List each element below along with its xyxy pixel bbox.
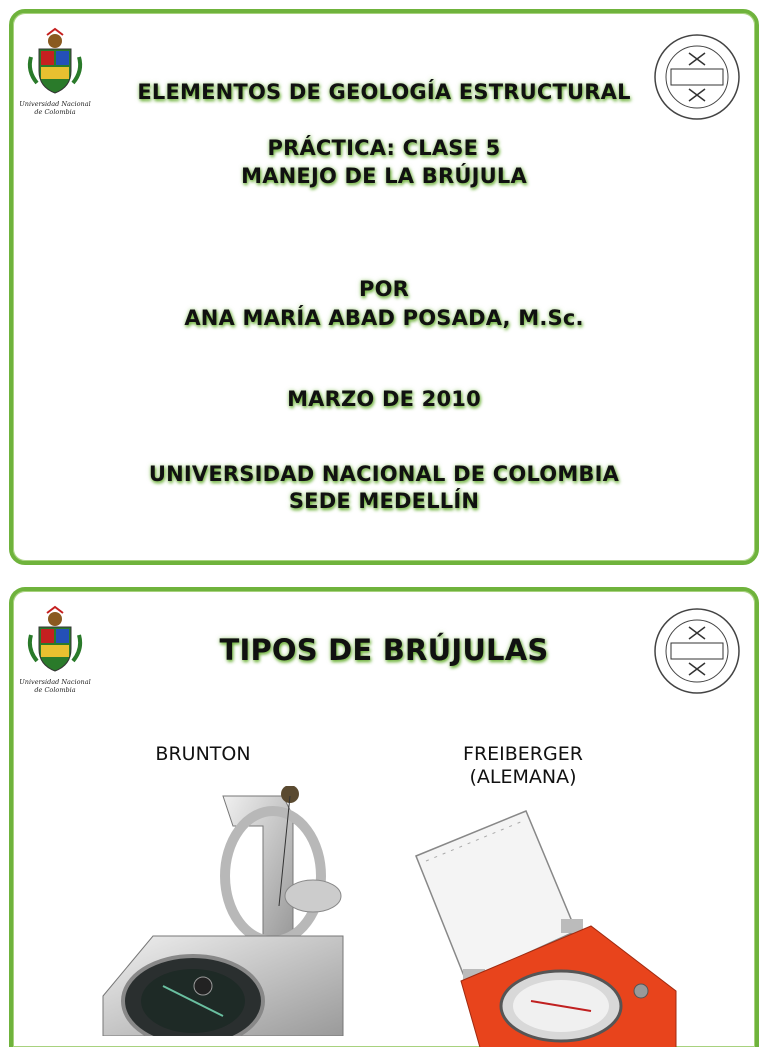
faculty-seal-icon (653, 33, 741, 121)
practice-label: PRÁCTICA: CLASE 5 (267, 136, 501, 160)
freiberger-label-line2: (ALEMANA) (469, 766, 577, 788)
presentation-title: ELEMENTOS DE GEOLOGÍA ESTRUCTURAL (137, 80, 631, 104)
freiberger-label-line1: FREIBERGER (463, 743, 583, 765)
compass-types-slide (9, 587, 759, 1047)
institution-name: UNIVERSIDAD NACIONAL DE COLOMBIA (148, 462, 620, 486)
faculty-seal (653, 33, 741, 121)
freiberger-compass-image (411, 801, 681, 1047)
brunton-compass-image (83, 786, 363, 1036)
brunton-label: BRUNTON (155, 743, 251, 765)
title-slide (9, 9, 759, 565)
crest-caption: Universidad Nacional de Colombia (19, 678, 91, 694)
institution-campus: SEDE MEDELLÍN (288, 489, 480, 513)
author-name: ANA MARÍA ABAD POSADA, M.Sc. (184, 306, 584, 330)
presentation-date: MARZO DE 2010 (287, 387, 481, 411)
by-label: POR (358, 277, 409, 301)
practice-topic: MANEJO DE LA BRÚJULA (241, 164, 527, 188)
crest-caption: Universidad Nacional de Colombia (19, 100, 91, 116)
slide-title: TIPOS DE BRÚJULAS (219, 633, 549, 667)
